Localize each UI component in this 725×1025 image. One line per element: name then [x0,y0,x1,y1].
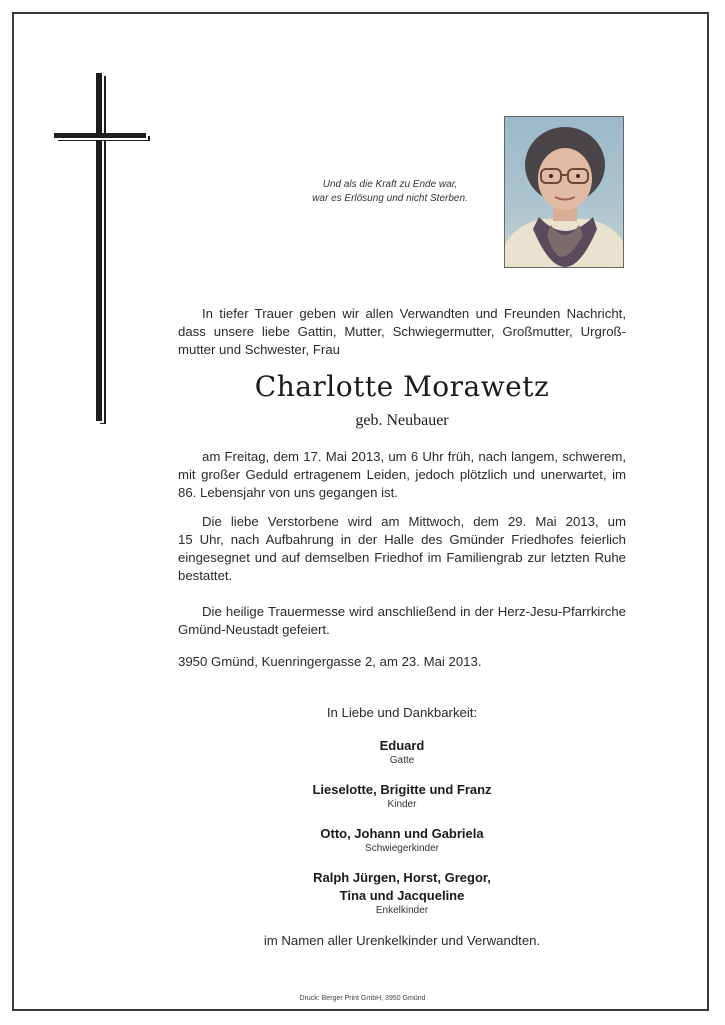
intro-paragraph [178,305,626,359]
death-notice-line-2: mit großer Geduld ertragenem Leiden, jedoch plötzlich und unerwartet, im [178,467,626,482]
mourner-relation: Gatte [389,755,415,766]
intro-line-3: mutter und Schwester, Frau [178,342,340,357]
mourner-names-line-2: Tina und Jacqueline [339,888,465,903]
mourner-relation: Schwiegerkinder [365,843,439,854]
mourner-names-line-1: Ralph Jürgen, Horst, Gregor, [313,870,491,885]
mass-paragraph [178,603,626,639]
cross-horizontal-beam [54,133,146,138]
motto [290,178,490,206]
funeral-line-2: 15 Uhr, nach Aufbahrung in der Halle des Gmünder Friedhofes feierlich [178,532,626,547]
cross-vertical-beam [96,73,102,421]
deceased-name: Charlotte Morawetz [254,370,550,403]
maiden-name: geb. Neubauer [355,412,449,429]
portrait-illustration [505,117,624,268]
funeral-line-1: Die liebe Verstorbene wird am Mittwoch, dem 29. Mai 2013, um [202,514,626,529]
mourner-relation: Kinder [387,799,417,810]
mourner-names: Otto, Johann und Gabriela [320,826,484,841]
funeral-line-3: eingesegnet und auf demselben Friedhof im Familiengrab zur letzten Ruhe [178,550,626,565]
intro-line-2: dass unsere liebe Gattin, Mutter, Schwiegermutter, Großmutter, Urgroß- [178,324,626,339]
mourner-names: Eduard [379,738,425,753]
mourner-group [178,869,626,917]
place-and-date: 3950 Gmünd, Kuenringergasse 2, am 23. Mai 2013. [178,654,482,669]
funeral-paragraph [178,513,626,585]
mourner-group [178,737,626,767]
mourner-group [178,781,626,811]
printer-credit: Druck: Berger Print GmbH, 3950 Gmünd [299,995,426,1002]
portrait-photo [504,116,624,268]
death-notice-line-1: am Freitag, dem 17. Mai 2013, um 6 Uhr früh, nach langem, schwerem, [202,449,626,464]
mourner-group [178,825,626,855]
death-notice-paragraph [178,448,626,502]
funeral-line-4: bestattet. [178,568,233,583]
motto-line-2: war es Erlösung und nicht Sterben. [312,193,468,204]
mourner-names: Lieselotte, Brigitte und Franz [312,782,492,797]
intro-line-1: In tiefer Trauer geben wir allen Verwandten und Freunden Nachricht, [202,306,626,321]
motto-line-1: Und als die Kraft zu Ende war, [322,179,458,190]
mass-line-1: Die heilige Trauermesse wird anschließend in der Herz-Jesu-Pfarrkirche [202,604,626,619]
death-notice-line-3: 86. Lebensjahr von uns gegangen ist. [178,485,398,500]
mass-line-2: Gmünd-Neustadt gefeiert. [178,622,330,637]
mourner-relation: Enkelkinder [375,905,429,916]
final-line: im Namen aller Urenkelkinder und Verwandten. [263,933,541,948]
closing-phrase: In Liebe und Dankbarkeit: [326,705,478,720]
